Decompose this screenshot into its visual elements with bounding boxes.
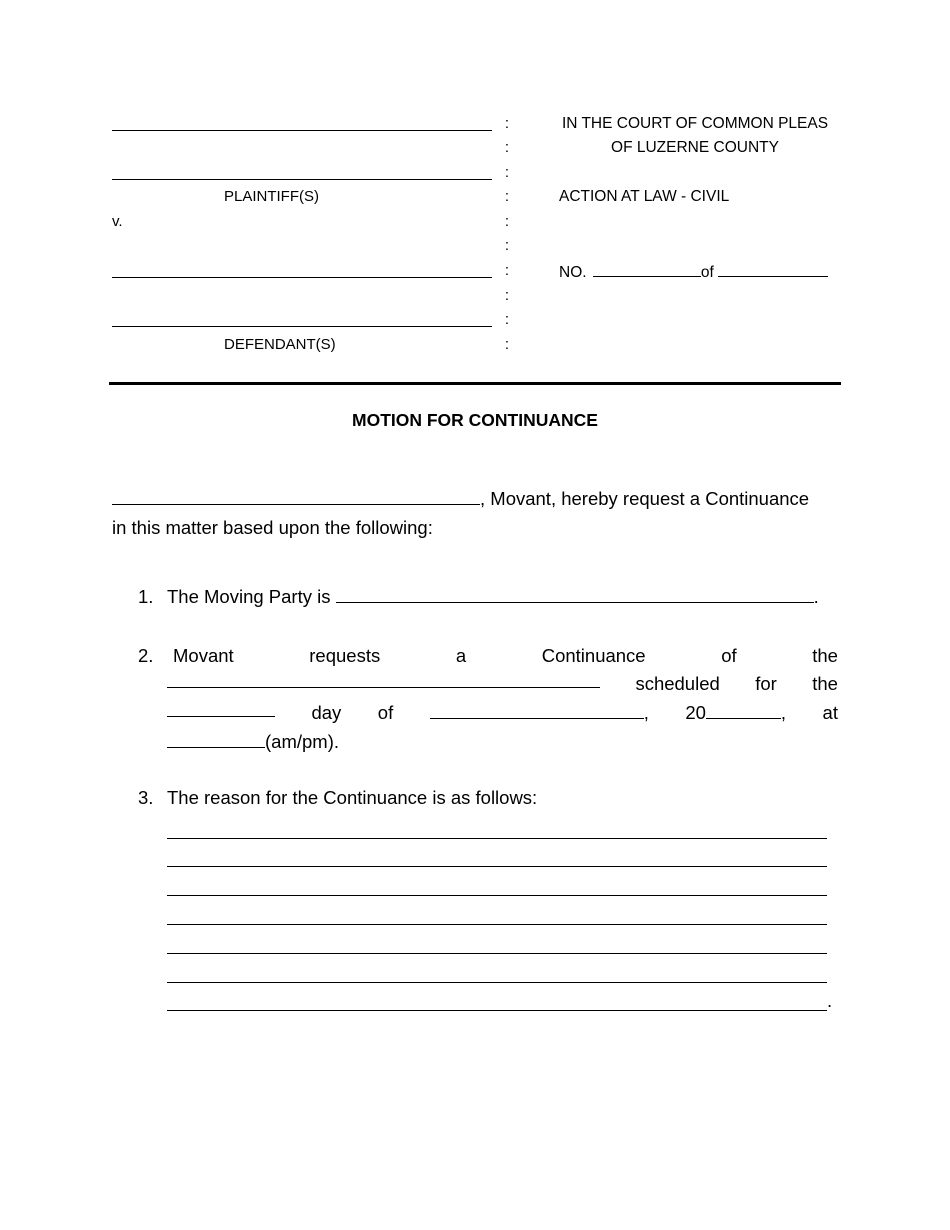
- plaintiff-name-line-1[interactable]: [112, 130, 492, 131]
- intro-text: , Movant, hereby request a Continuance: [480, 488, 810, 509]
- item-2-word: Movant: [173, 645, 234, 666]
- docket-of-label: of: [700, 264, 714, 281]
- caption-colon: :: [504, 139, 510, 156]
- hearing-type-blank[interactable]: [167, 673, 600, 688]
- item-2-comma: ,: [643, 702, 649, 723]
- defendant-label: DEFENDANT(S): [224, 336, 336, 353]
- item-2-word: for: [755, 673, 777, 694]
- reason-line-7[interactable]: [167, 1010, 827, 1011]
- caption-colon: :: [504, 213, 510, 230]
- intro-line-1: [112, 488, 838, 510]
- reason-line-4[interactable]: [167, 924, 827, 925]
- time-blank[interactable]: [167, 733, 265, 748]
- item-2-day-word: day: [311, 702, 342, 723]
- defendant-name-line-2[interactable]: [112, 326, 492, 327]
- year-prefix: 20: [685, 702, 706, 723]
- reason-line-1[interactable]: [167, 838, 827, 839]
- item-2-line-3: [167, 702, 838, 724]
- document-title: MOTION FOR CONTINUANCE: [352, 410, 598, 430]
- caption-colon: :: [504, 311, 510, 328]
- item-2-line-1: [173, 645, 838, 667]
- item-1: [167, 586, 838, 608]
- caption-colon: :: [504, 188, 510, 205]
- month-blank[interactable]: [430, 704, 644, 719]
- court-name-line-2: OF LUZERNE COUNTY: [611, 139, 779, 156]
- item-2-ampm: (am/pm).: [265, 731, 339, 752]
- item-2-word: requests: [309, 645, 381, 666]
- court-name-line-1: IN THE COURT OF COMMON PLEAS: [561, 115, 829, 132]
- item-2-word: the: [812, 645, 838, 666]
- item-2-line-2: [167, 673, 838, 695]
- item-2-word: a: [455, 645, 467, 666]
- reason-line-5[interactable]: [167, 953, 827, 954]
- reason-end-period: .: [827, 990, 833, 1011]
- caption-colon: :: [504, 336, 510, 353]
- versus-label: v.: [112, 213, 123, 230]
- day-blank[interactable]: [167, 702, 275, 717]
- reason-line-6[interactable]: [167, 982, 827, 983]
- moving-party-blank[interactable]: [336, 588, 814, 603]
- docket-year-blank[interactable]: [718, 262, 828, 277]
- year-blank[interactable]: [706, 704, 781, 719]
- action-type: ACTION AT LAW - CIVIL: [559, 188, 730, 205]
- defendant-name-line-1[interactable]: [112, 277, 492, 278]
- caption-colon: :: [504, 287, 510, 304]
- item-2-at-word: at: [822, 702, 838, 723]
- item-2-comma: ,: [780, 702, 787, 723]
- item-2-word: the: [812, 673, 838, 694]
- plaintiff-label: PLAINTIFF(S): [224, 188, 320, 205]
- item-3-number: 3.: [138, 787, 154, 808]
- item-2-word: scheduled: [635, 673, 720, 694]
- item-1-period: .: [813, 586, 819, 607]
- item-2-number: 2.: [138, 645, 154, 666]
- caption-divider: [109, 382, 841, 385]
- item-1-text: The Moving Party is: [167, 586, 331, 607]
- movant-name-blank[interactable]: [112, 490, 480, 505]
- item-3-text: The reason for the Continuance is as follows:: [167, 787, 538, 808]
- item-2-line-4: [167, 731, 838, 753]
- caption-colon: :: [504, 262, 510, 279]
- caption-colon: :: [504, 237, 510, 254]
- plaintiff-name-line-2[interactable]: [112, 179, 492, 180]
- reason-line-3[interactable]: [167, 895, 827, 896]
- intro-line-2: in this matter based upon the following:: [112, 517, 433, 538]
- reason-line-2[interactable]: [167, 866, 827, 867]
- docket-number: [559, 262, 828, 282]
- item-2-of-word: of: [377, 702, 394, 723]
- caption-colon: :: [504, 164, 510, 181]
- item-1-number: 1.: [138, 586, 154, 607]
- item-2-word: Continuance: [541, 645, 646, 666]
- docket-number-blank[interactable]: [593, 262, 701, 277]
- item-2-word: of: [721, 645, 737, 666]
- docket-no-label: NO.: [559, 264, 587, 281]
- caption-colon: :: [504, 115, 510, 132]
